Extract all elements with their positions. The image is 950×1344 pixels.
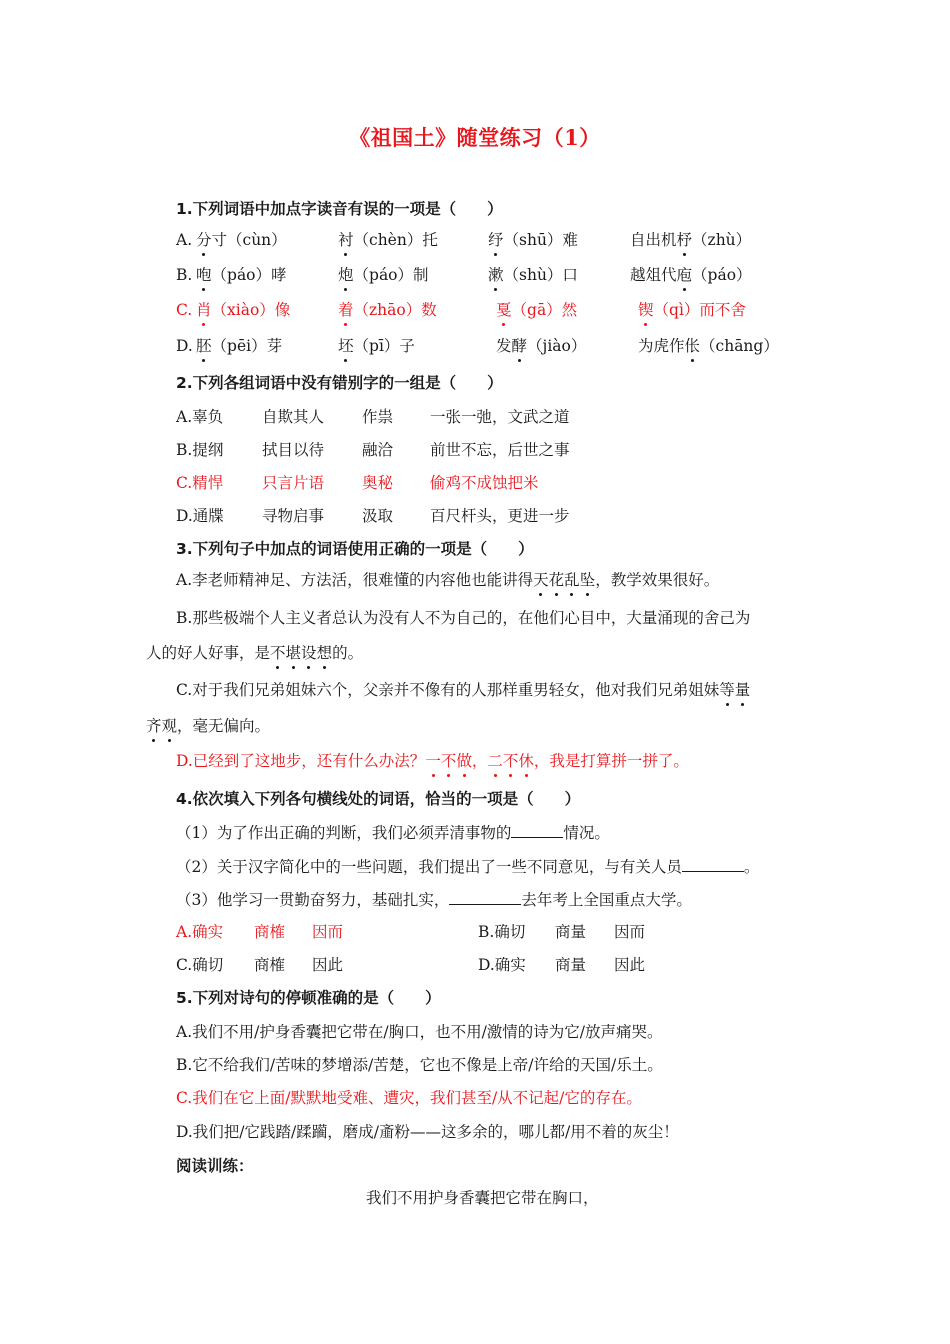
question-4-sentence-1: （1）为了作出正确的判断，我们必须弄清事物的 情况。 — [176, 821, 610, 844]
option-word: 商榷 — [254, 923, 286, 941]
question-4-sentence-3: （3）他学习一贯勤奋努力，基础扎实， 去年考上全国重点大学。 — [176, 888, 692, 911]
option-word: A.辜负 — [176, 408, 224, 426]
emphasis-char: 观 — [161, 717, 178, 735]
emphasis-char: 不 — [440, 752, 457, 770]
emphasis-char: 天 — [533, 571, 549, 589]
question-3-option-b-line2: 人的好人好事，是不堪设想的。 — [146, 644, 364, 662]
emphasis-char: 等 — [719, 681, 735, 699]
option-item: 锲（qì）而不舍 — [638, 301, 746, 319]
option-word: 偷鸡不成蚀把米 — [430, 474, 539, 492]
option-item: 发酵（jiào） — [496, 337, 587, 355]
emphasis-char: 花 — [548, 571, 565, 589]
option-word: 商榷 — [254, 956, 286, 974]
page-title: 《祖国土》随堂练习（1） — [349, 125, 601, 150]
option-word: 商量 — [555, 923, 587, 941]
option-word: A.确实 — [176, 923, 224, 941]
option-word: 前世不忘，后世之事 — [430, 441, 570, 459]
option-item: 着（zhāo）数 — [338, 301, 437, 319]
question-4-stem: 4.依次填入下列各句横线处的词语，恰当的一项是（ ） — [176, 790, 581, 808]
emphasis-char: 坠 — [579, 571, 596, 589]
emphasis-char: 二 — [487, 752, 503, 770]
option-word: C.精悍 — [176, 474, 224, 492]
option-item: 胚（pēi）芽 — [196, 337, 283, 355]
option-word: 奥秘 — [362, 474, 394, 492]
option-item: 越俎代庖（páo） — [630, 266, 752, 284]
option-word: 自欺其人 — [262, 408, 325, 426]
option-word: 因而 — [614, 923, 646, 941]
question-1-stem: 1.下列词语中加点字读音有误的一项是（ ） — [176, 200, 503, 218]
option-word: 汲取 — [362, 507, 394, 525]
question-5-option-c-answer: C.我们在它上面/默默地受难、遭灾，我们甚至/从不记起/它的存在。 — [176, 1089, 642, 1107]
option-word: 寻物启事 — [262, 507, 325, 525]
emphasis-char: 齐 — [146, 717, 162, 735]
option-word: D.确实 — [478, 956, 526, 974]
emphasis-char: 堪 — [285, 644, 302, 662]
option-item: 自出机杼（zhù） — [630, 231, 752, 249]
option-item: 咆（páo）哮 — [196, 266, 287, 284]
question-3-option-b-line1: B.那些极端个人主义者总认为没有人不为自己的，在他们心目中，大量涌现的舍己为 — [176, 609, 751, 627]
option-word: 因此 — [614, 956, 646, 974]
option-label: C. — [176, 301, 193, 319]
question-3-option-a: A.李老师精神足、方法活，很难懂的内容他也能讲得天花乱坠，教学效果很好。 — [176, 571, 720, 589]
option-word: B.确切 — [478, 923, 526, 941]
question-3-option-c-line1: C.对于我们兄弟姐妹六个，父亲并不像有的人那样重男轻女，他对我们兄弟姐妹等量 — [176, 681, 751, 699]
question-5-option-b: B.它不给我们/苦味的梦增添/苦楚，它也不像是上帝/许给的天国/乐土。 — [176, 1056, 663, 1074]
question-4-sentence-2: （2）关于汉字简化中的一些问题，我们提出了一些不同意见，与有关人员 。 — [176, 855, 759, 878]
emphasis-char: 设 — [301, 644, 317, 662]
option-item: 肖（xiào）像 — [196, 301, 291, 319]
fill-blank[interactable] — [449, 888, 521, 905]
option-item: 炮（páo）制 — [338, 266, 429, 284]
option-item: 坯（pī）子 — [338, 337, 415, 355]
emphasis-char: 一 — [425, 752, 441, 770]
option-word: D.通牒 — [176, 507, 224, 525]
reading-poem-line: 我们不用护身香囊把它带在胸口， — [366, 1189, 599, 1207]
option-word: C.确切 — [176, 956, 224, 974]
option-item: 为虎作伥（chāng） — [638, 337, 779, 355]
question-5-option-d: D.我们把/它践踏/蹂躏，磨成/齑粉——这多余的，哪儿都/用不着的灰尘！ — [176, 1123, 679, 1141]
option-label: D. — [176, 337, 193, 355]
fill-blank[interactable] — [511, 821, 563, 838]
question-5-stem: 5.下列对诗句的停顿准确的是（ ） — [176, 989, 441, 1007]
question-3-option-d-answer: D.已经到了这地步，还有什么办法？一不做，二不休，我是打算拼一拼了。 — [176, 752, 689, 770]
reading-heading: 阅读训练： — [176, 1157, 254, 1175]
option-word: 融洽 — [362, 441, 394, 459]
option-word: 作祟 — [362, 408, 394, 426]
option-word: 只言片语 — [262, 474, 325, 492]
option-item: 衬（chèn）托 — [338, 231, 438, 249]
question-3-option-c-line2: 齐观，毫无偏向。 — [146, 717, 271, 735]
emphasis-char: 想 — [316, 644, 333, 662]
option-word: 一张一弛，文武之道 — [430, 408, 570, 426]
option-word: B.提纲 — [176, 441, 224, 459]
option-word: 商量 — [555, 956, 587, 974]
question-5-option-a: A.我们不用/护身香囊把它带在/胸口，也不用/激情的诗为它/放声痛哭。 — [176, 1023, 663, 1041]
option-word: 因此 — [312, 956, 344, 974]
fill-blank[interactable] — [682, 855, 744, 872]
option-item: 分寸（cùn） — [196, 231, 287, 249]
emphasis-char: 量 — [734, 681, 751, 699]
option-item: 纾（shū）难 — [488, 231, 578, 249]
option-label: B. — [176, 266, 193, 284]
emphasis-char: 做 — [456, 752, 472, 770]
option-item: 漱（shù）口 — [488, 266, 578, 284]
question-3-stem: 3.下列句子中加点的词语使用正确的一项是（ ） — [176, 540, 534, 558]
option-word: 拭目以待 — [262, 441, 325, 459]
emphasis-char: 乱 — [564, 571, 580, 589]
option-item: 戛（gā）然 — [496, 301, 578, 319]
option-label: A. — [176, 231, 193, 249]
question-2-stem: 2.下列各组词语中没有错别字的一组是（ ） — [176, 374, 503, 392]
emphasis-char: 不 — [502, 752, 519, 770]
emphasis-char: 不 — [270, 644, 286, 662]
option-word: 百尺杆头，更进一步 — [430, 507, 570, 525]
emphasis-char: 休 — [518, 752, 534, 770]
option-word: 因而 — [312, 923, 344, 941]
